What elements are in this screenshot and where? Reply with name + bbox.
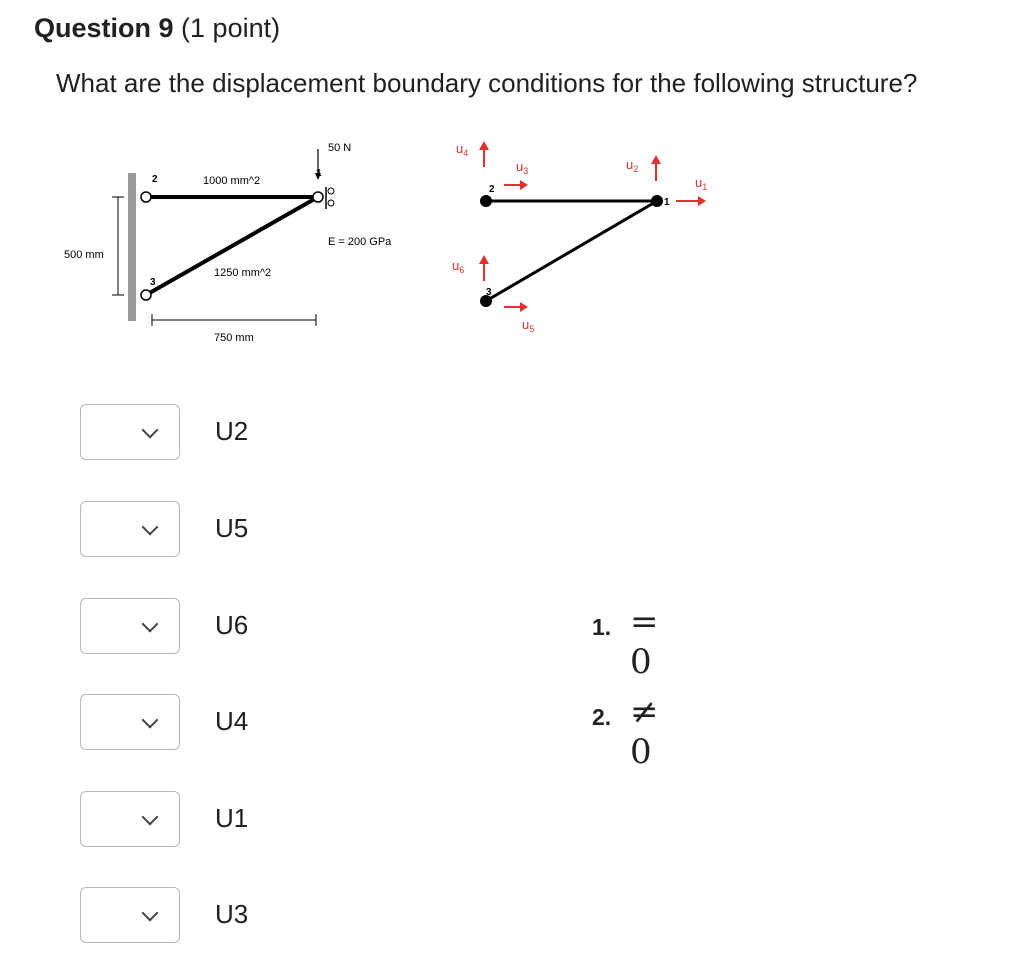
row-label: U1 [215,803,249,833]
answer-select[interactable] [80,501,180,557]
chevron-down-icon [142,905,159,922]
pin-3 [141,290,151,300]
row-label: U2 [215,416,249,446]
question-prompt: What are the displacement boundary conditions for the following structure? [56,68,918,98]
choice-expression: = 0 [630,602,659,682]
svg-text:u2: $u_2$ [626,157,639,174]
svg-text:1250 mm^2: 1250 mm^2 [214,267,272,279]
truss-diagram [60,135,740,355]
svg-text:2: 2 [489,184,495,195]
chevron-down-icon [142,809,159,826]
answer-select[interactable] [80,791,180,847]
match-row [80,598,380,656]
structure-drawing [64,142,392,344]
svg-text:u5: $u_5$ [522,317,535,334]
row-label: U6 [215,610,249,640]
question-header [34,13,280,44]
chevron-down-icon [142,519,159,536]
pin-1 [313,192,323,202]
svg-text:u6: $u_6$ [452,258,465,275]
svg-text:500 mm: 500 mm [64,249,104,261]
chevron-down-icon [142,422,159,439]
question-number: Question 9 [34,13,174,43]
svg-text:u4: $u_4$ [456,141,469,158]
node-2 [480,195,492,207]
choice-expression: ≠ 0 [630,692,659,772]
match-row [80,501,380,559]
svg-text:1000 mm^2: 1000 mm^2 [203,175,261,187]
row-label: U5 [215,513,249,543]
svg-text:1: 1 [664,197,670,208]
svg-text:u1: $u_1$ [695,175,708,192]
svg-text:3: 3 [150,277,156,288]
choice-number: 2. [592,704,612,730]
answer-select[interactable] [80,887,180,943]
svg-text:E = 200 GPa: E = 200 GPa [328,236,392,248]
truss-figure [60,135,740,355]
svg-text:1: 1 [316,168,322,179]
svg-text:750 mm: 750 mm [214,332,254,344]
chevron-down-icon [142,616,159,633]
answer-select[interactable] [80,598,180,654]
choice-number: 1. [592,614,612,640]
match-row [80,887,380,945]
dof-diagram [452,141,707,334]
node-1 [651,195,663,207]
answer-select[interactable] [80,404,180,460]
svg-text:3: 3 [486,287,492,298]
row-label: U3 [215,899,249,929]
question-points: (1 point) [181,13,281,43]
answer-select[interactable] [80,694,180,750]
match-row [80,791,380,849]
row-label: U4 [215,706,249,736]
chevron-down-icon [142,712,159,729]
pin-2 [141,192,151,202]
match-row [80,404,380,462]
svg-text:u3: $u_3$ [516,159,529,176]
member-diagonal [146,197,318,295]
wall [128,173,136,321]
svg-text:2: 2 [152,174,158,185]
match-row [80,694,380,752]
force-label: 50 N [328,142,352,154]
